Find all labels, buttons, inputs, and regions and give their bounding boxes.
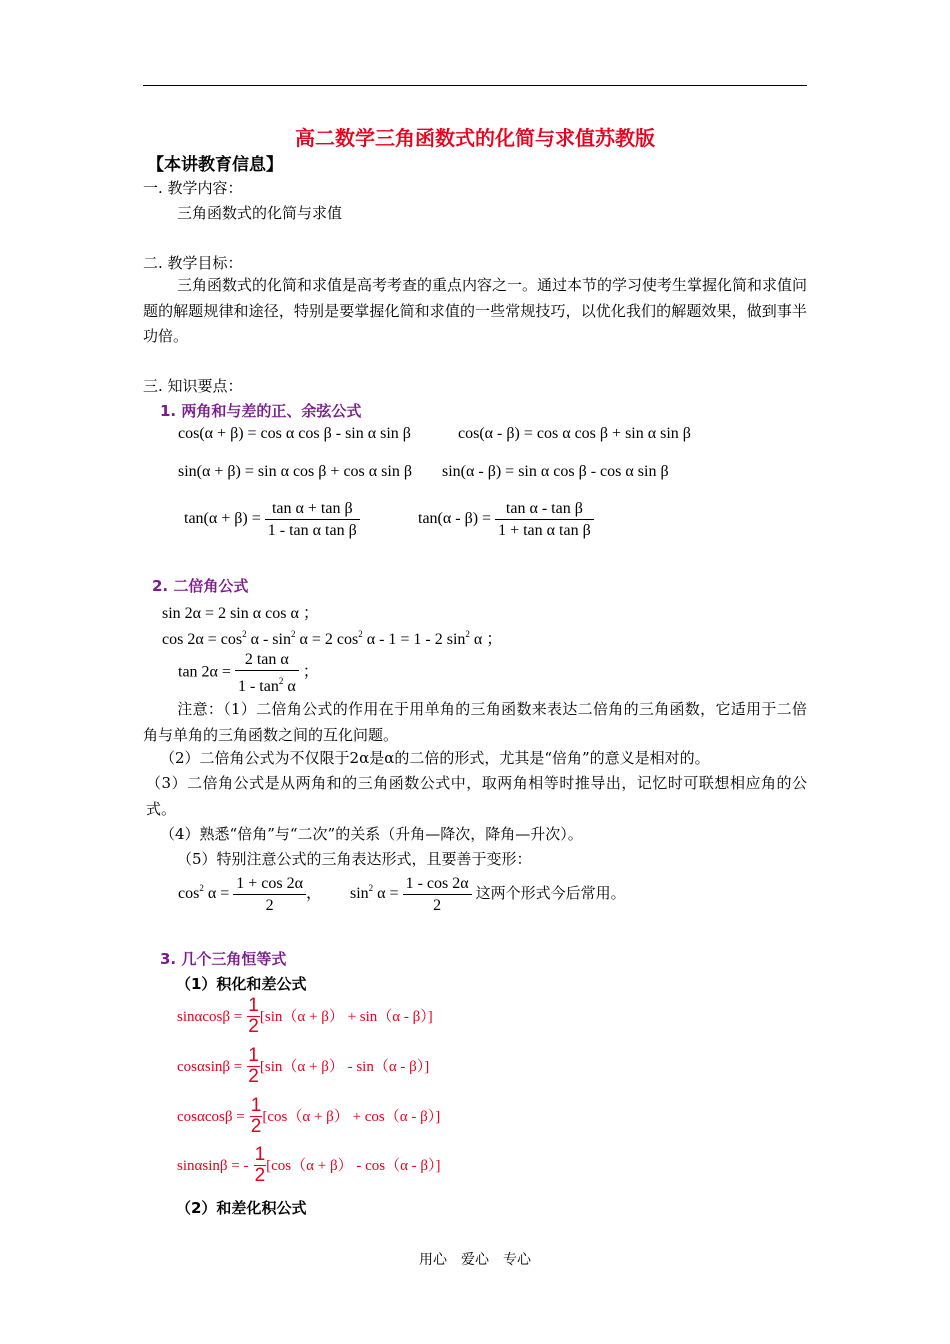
note-5: （5）特别注意公式的三角表达形式，且要善于变形： — [177, 850, 532, 868]
tan-sum-lhs: tan(α + β) = — [184, 510, 261, 528]
tan-2a-fraction — [235, 649, 299, 697]
superscript: 2 — [199, 883, 204, 894]
cos-2a-part: α = 2 cos — [299, 631, 359, 648]
superscript: 2 — [358, 629, 363, 639]
note-1: 注意：（1）二倍角公式的作用在于用单角的三角函数来表达二倍角的三角函数，它适用于二倍角与单角的三角函数之间的互化问题。 — [143, 700, 807, 744]
document-title: 高二数学三角函数式的化简与求值苏教版 — [295, 126, 655, 150]
tan-2a-end: ； — [302, 663, 319, 681]
one-half-fraction — [250, 1096, 263, 1137]
formula-cos-2a — [162, 626, 502, 649]
one-half-fraction — [254, 1145, 267, 1186]
product-to-sum-2 — [177, 1046, 429, 1087]
formula-sin-diff: sin(α - β) = sin α cos β - cos α sin β — [442, 463, 669, 480]
topic-3-sub-2: （2）和差化积公式 — [176, 1199, 307, 1217]
product-to-sum-4 — [177, 1145, 441, 1186]
section-2-paragraph — [143, 273, 807, 350]
note-2: （2）二倍角公式为不仅限于2α是α的二倍的形式，尤其是“倍角”的意义是相对的。 — [160, 749, 710, 767]
one-half-fraction — [247, 996, 260, 1037]
header-rule — [143, 85, 807, 86]
note-4: （4）熟悉“倍角”与“二次”的关系（升角—降次，降角—升次）。 — [160, 825, 583, 843]
page-footer: 用心 爱心 专心 — [419, 1252, 531, 1268]
info-heading: 【本讲教育信息】 — [147, 155, 283, 175]
fraction-numerator: 1 — [254, 1144, 266, 1165]
formula-rhs: [sin（α + β） - sin（α - β）] — [259, 1059, 430, 1075]
formula-rhs: [cos（α + β） - cos（α - β）] — [266, 1158, 441, 1174]
fraction-numerator: 1 — [248, 995, 259, 1016]
topic-1-heading: 1. 两角和与差的正、余弦公式 — [160, 402, 362, 420]
note-3-paragraph — [146, 771, 807, 822]
product-to-sum-3 — [177, 1096, 440, 1137]
tan-diff-denominator: 1 + tan α tan β — [498, 522, 591, 539]
formula-lhs: cosαcosβ = — [177, 1109, 245, 1125]
tan-sum-numerator: tan α + tan β — [265, 498, 360, 520]
fraction-denominator: 2 — [248, 1016, 259, 1037]
fraction-numerator: 1 — [250, 1095, 262, 1116]
section-1-content: 三角函数式的化简与求值 — [177, 204, 343, 222]
sin-sq-fraction — [403, 873, 472, 916]
formula-lhs: cosαsinβ = — [177, 1059, 243, 1075]
cos-sq-numerator: 1 + cos 2α — [233, 873, 306, 895]
superscript: 2 — [242, 629, 247, 639]
topic-3-sub-1: （1）积化和差公式 — [176, 975, 307, 993]
formula-rhs: [sin（α + β） + sin（α - β）] — [259, 1009, 433, 1025]
cos-sq-fraction — [233, 873, 306, 916]
formula-tan-2a — [178, 649, 319, 697]
formula-cos-sum: cos(α + β) = cos α cos β - sin α sin β — [178, 425, 411, 442]
cos-2a-part: α ； — [473, 631, 503, 648]
tan-diff-fraction — [495, 498, 594, 541]
topic-2-heading: 2. 二倍角公式 — [152, 577, 249, 595]
fraction-denominator: 2 — [248, 1066, 259, 1087]
fraction-numerator: 1 — [248, 1045, 259, 1066]
formula-cos-squared — [178, 873, 322, 916]
tan-2a-lhs: tan 2α = — [178, 663, 231, 681]
cos-2a-part: α - 1 = 1 - 2 sin — [366, 631, 466, 648]
superscript: 2 — [368, 883, 374, 894]
section-2-content: 三角函数式的化简和求值是高考考查的重点内容之一。通过本节的学习使考生掌握化简和求值问题的解题规律和途径，特别是要掌握化简和求值的一些常规技巧，以优化我们的解题效果，做到事半功倍。 — [143, 276, 808, 345]
tan-diff-numerator: tan α - tan β — [495, 498, 594, 520]
note-1-paragraph — [143, 697, 807, 748]
formula-sin-squared — [350, 873, 626, 916]
section-2-heading: 二. 教学目标： — [143, 254, 243, 272]
superscript: 2 — [290, 629, 296, 639]
formula-sin-2a: sin 2α = 2 sin α cos α ； — [162, 605, 319, 622]
cos-sq-lhs: cos — [178, 885, 200, 903]
section-3-heading: 三. 知识要点： — [143, 377, 243, 395]
product-to-sum-1 — [177, 996, 433, 1037]
formula-sin-sum: sin(α + β) = sin α cos β + cos α sin β — [178, 463, 412, 480]
section-1-heading: 一. 教学内容： — [143, 179, 243, 197]
formula-rhs: [cos（α + β） + cos（α - β）] — [262, 1109, 441, 1125]
sin-sq-numerator: 1 - cos 2α — [403, 873, 472, 895]
sin-sq-eq: α = — [377, 885, 399, 903]
tan-diff-lhs: tan(α - β) = — [418, 510, 492, 528]
formula-tail-note: 这两个形式今后常用。 — [475, 884, 626, 903]
formula-lhs: sinαcosβ = — [177, 1009, 243, 1025]
cos-2a-part: cos 2α = cos — [162, 631, 243, 648]
fraction-denominator: 2 — [254, 1165, 266, 1186]
sin-sq-lhs: sin — [350, 885, 369, 903]
formula-tan-sum — [184, 498, 360, 541]
tan-2a-numerator: 2 tan α — [235, 649, 299, 671]
tan-sum-fraction — [265, 498, 360, 541]
formula-lhs: sinαsinβ = - — [177, 1158, 249, 1174]
note-3: （3）二倍角公式是从两角和的三角函数公式中，取两角相等时推导出，记忆时可联想相应角的公式。 — [146, 774, 807, 818]
topic-3-heading: 3. 几个三角恒等式 — [160, 950, 287, 968]
superscript: 2 — [465, 629, 470, 639]
cos-sq-denominator: 2 — [265, 897, 274, 914]
sin-sq-denominator: 2 — [433, 897, 442, 914]
fraction-denominator: 2 — [250, 1116, 262, 1137]
comma: ， — [305, 885, 322, 903]
tan-2a-den-part: α — [287, 678, 296, 695]
formula-cos-diff: cos(α - β) = cos α cos β + sin α sin β — [458, 425, 691, 442]
tan-2a-denominator — [235, 671, 299, 697]
cos-sq-eq: α = — [207, 885, 230, 903]
formula-tan-diff — [418, 498, 594, 541]
superscript: 2 — [278, 676, 284, 686]
tan-sum-denominator: 1 - tan α tan β — [267, 522, 357, 539]
cos-2a-part: α - sin — [250, 631, 291, 648]
tan-2a-den-part: 1 - tan — [237, 678, 279, 695]
one-half-fraction — [247, 1046, 260, 1087]
